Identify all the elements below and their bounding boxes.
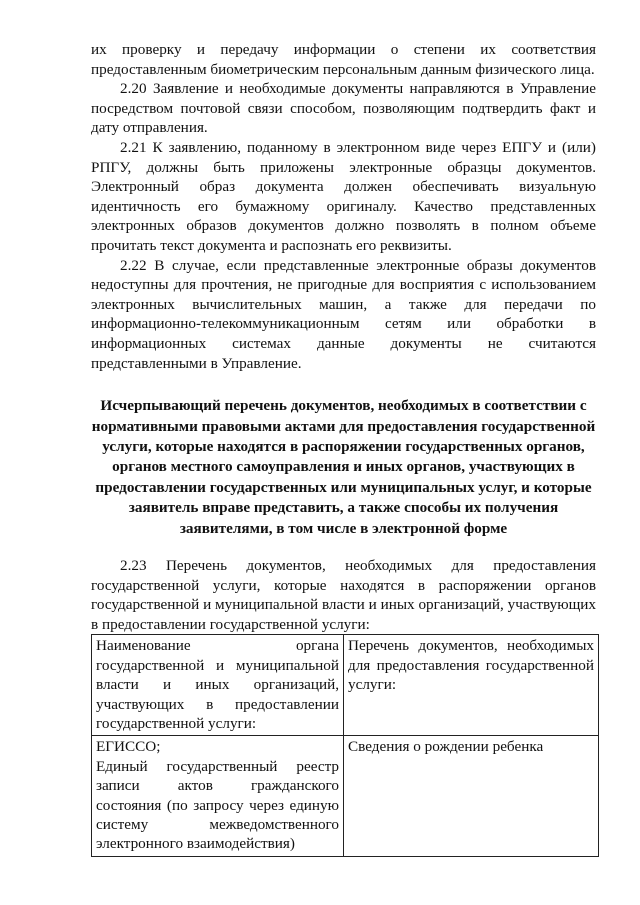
table-header-cell-documents: Перечень документов, необходимых для предоставления государственной услуги: [344,635,599,736]
table-cell-documents: Сведения о рождении ребенка [344,736,599,856]
authority-egisso: ЕГИССО; [96,738,161,756]
paragraph-2-23: 2.23 Перечень документов, необходимых для предоставления государственной услуги, которые находятся в распоряжении органов государственной и муниципальной власти и иных организаций, участвующих в предоставлении государственной услуги: [91,556,596,633]
table-header-row [92,635,599,736]
document-page [91,40,596,857]
table-row [92,736,599,856]
authority-registry: Единый государственный реестр записи актов гражданского состояния (по запросу через единую систему межведомственного электронного взаимодействия) [96,757,339,853]
documents-table [91,634,599,856]
table-header-cell-authority: Наименование органа государственной и муниципальной власти и иных организаций, участвующих в предоставлении государственной услуги: [92,635,344,736]
paragraph-continuation: их проверку и передачу информации о степени их соответствия предоставленным биометрическим персональным данным физического лица. [91,41,596,78]
section-heading: Исчерпывающий перечень документов, необходимых в соответствии с нормативными правовыми актами для предоставления государственной услуги, которые находятся в распоряжении государственных органов, органов местного самоуправления и иных органов, участвующих в предоставлении государственных или муниципальных услуг, и которые заявитель вправе представить, а также способы их получения заявителями, в том числе в электронной форме [91,397,596,537]
paragraph-2-21: 2.21 К заявлению, поданному в электронном виде через ЕПГУ и (или) РПГУ, должны быть приложены электронные образцы документов. Электронный образ документа должен обеспечивать визуальную идентичность его бумажному оригиналу. Качество представленных электронных образов документов должно позволять в полном объеме прочитать текст документа и распознать его реквизиты. [91,138,596,254]
paragraph-2-22: 2.22 В случае, если представленные электронные образы документов недоступны для прочтения, не пригодные для восприятия с использованием электронных вычислительных машин, а также для передачи по информационно-телекоммуникационным сетям или обработки в информационных системах данные документы не считаются представленными в Управление. [91,256,596,372]
table-cell-authority [92,736,344,856]
paragraph-2-20: 2.20 Заявление и необходимые документы направляются в Управление посредством почтовой связи способом, позволяющим подтвердить факт и дату отправления. [91,80,596,137]
